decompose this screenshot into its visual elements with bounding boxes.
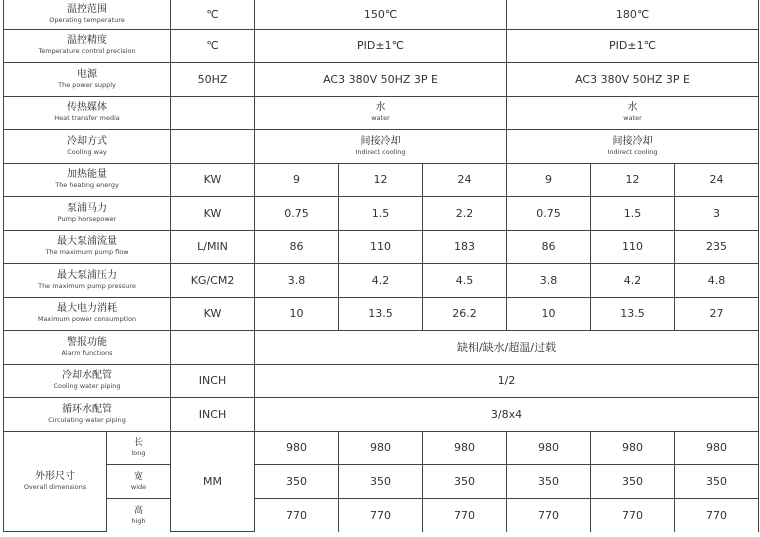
label-cell [4, 297, 171, 331]
label-cell [4, 0, 171, 29]
value-cell: 2.2 [423, 197, 507, 231]
unit-cell: KW [171, 297, 255, 331]
value-cell: 350 [591, 465, 675, 499]
label-en: Overall dimensions [23, 482, 87, 491]
spec-table [3, 0, 759, 532]
value-cell: 27 [675, 297, 759, 331]
value-cn: 间接冷却 [360, 135, 401, 147]
row-temp-precision [4, 29, 759, 63]
sublabel-en: wide [130, 482, 147, 491]
value-en: Indirect cooling [607, 147, 658, 156]
label-en: Pump horsepower [57, 214, 117, 223]
label-en: Heat transfer media [54, 114, 120, 123]
value-cell: 4.8 [675, 264, 759, 298]
sublabel-cell [107, 498, 171, 532]
value-cell: 980 [591, 431, 675, 465]
unit-cell: 50HZ [171, 63, 255, 97]
unit-cell [171, 96, 255, 130]
label-cell [4, 398, 171, 432]
sublabel-cell [107, 431, 171, 465]
value-cell: 3/8x4 [255, 398, 759, 432]
value-cell: 0.75 [507, 197, 591, 231]
label-cell [4, 29, 171, 63]
value-cell: 1.5 [591, 197, 675, 231]
value-cell: 980 [675, 431, 759, 465]
value-cell: 9 [507, 163, 591, 197]
row-power-consumption [4, 297, 759, 331]
value-cell: 980 [339, 431, 423, 465]
value-cell: 183 [423, 230, 507, 264]
label-cn: 最大电力消耗 [57, 303, 117, 315]
value-cn: 水 [375, 102, 386, 114]
label-cn: 警报功能 [67, 336, 107, 348]
value-cell: 980 [255, 431, 339, 465]
value-cell: 4.5 [423, 264, 507, 298]
row-heating-energy [4, 163, 759, 197]
value-cn: 间接冷却 [612, 135, 653, 147]
label-cn: 传热媒体 [67, 102, 107, 114]
value-cell: 9 [255, 163, 339, 197]
label-cn: 泵浦马力 [67, 202, 107, 214]
value-cell: AC3 380V 50HZ 3P E [507, 63, 759, 97]
value-cell: 4.2 [591, 264, 675, 298]
value-cell: 110 [339, 230, 423, 264]
value-en: water [371, 114, 390, 123]
sublabel-cn: 宽 [134, 471, 144, 482]
unit-cell: ℃ [171, 0, 255, 29]
value-cell: 180℃ [507, 0, 759, 29]
label-cn: 电源 [77, 68, 97, 80]
value-cell: AC3 380V 50HZ 3P E [255, 63, 507, 97]
value-cell [255, 130, 507, 164]
unit-cell: KG/CM2 [171, 264, 255, 298]
label-en: Circulating water piping [48, 415, 126, 424]
row-circulating-pipe [4, 398, 759, 432]
label-en: Temperature control precision [38, 47, 136, 56]
value-en: Indirect cooling [355, 147, 406, 156]
row-pump-flow [4, 230, 759, 264]
row-dim-height [4, 498, 759, 532]
label-cell [4, 230, 171, 264]
value-cn: 水 [627, 102, 638, 114]
row-power-supply [4, 63, 759, 97]
value-cell: 24 [423, 163, 507, 197]
label-cell [4, 197, 171, 231]
value-cell: 350 [507, 465, 591, 499]
value-cell: 12 [339, 163, 423, 197]
label-en: The maximum pump flow [45, 248, 129, 257]
label-en: Alarm functions [61, 348, 113, 357]
label-cell [4, 431, 107, 532]
value-cell: 350 [675, 465, 759, 499]
value-cell: 770 [423, 498, 507, 532]
label-cell [4, 163, 171, 197]
value-cell: 1/2 [255, 364, 759, 398]
value-cell: 1.5 [339, 197, 423, 231]
label-en: Cooling way [67, 147, 107, 156]
value-cell: 3.8 [255, 264, 339, 298]
value-cell: 770 [507, 498, 591, 532]
value-cell: 235 [675, 230, 759, 264]
value-cell: 13.5 [339, 297, 423, 331]
value-cell: PID±1℃ [507, 29, 759, 63]
row-cooling-pipe [4, 364, 759, 398]
label-cell [4, 364, 171, 398]
label-cell [4, 264, 171, 298]
sublabel-cn: 高 [134, 505, 144, 516]
value-cell: 86 [255, 230, 339, 264]
label-cn: 最大泵浦压力 [57, 269, 117, 281]
value-cell: 12 [591, 163, 675, 197]
value-cell: 350 [423, 465, 507, 499]
sublabel-cell [107, 465, 171, 499]
label-cn: 外形尺寸 [35, 470, 75, 482]
unit-cell: MM [171, 431, 255, 532]
value-cell [507, 130, 759, 164]
value-cell: 350 [255, 465, 339, 499]
value-cell: 10 [255, 297, 339, 331]
row-alarm [4, 331, 759, 365]
value-cell [255, 96, 507, 130]
sublabel-cn: 长 [134, 438, 144, 449]
unit-cell [171, 331, 255, 365]
unit-cell: KW [171, 197, 255, 231]
row-cooling-way [4, 130, 759, 164]
label-cn: 加热能量 [67, 169, 107, 181]
label-en: Maximum power consumption [37, 315, 137, 324]
value-cell: 980 [507, 431, 591, 465]
sublabel-en: high [131, 516, 146, 525]
label-cn: 最大泵浦流量 [57, 236, 117, 248]
unit-cell: ℃ [171, 29, 255, 63]
value-cell: 350 [339, 465, 423, 499]
row-pump-horsepower [4, 197, 759, 231]
value-cell: 0.75 [255, 197, 339, 231]
label-cn: 循环水配管 [62, 403, 112, 415]
label-cell [4, 63, 171, 97]
value-cell: 770 [675, 498, 759, 532]
value-cell: 770 [255, 498, 339, 532]
label-en: Cooling water piping [53, 382, 121, 391]
value-cell: 150℃ [255, 0, 507, 29]
label-cn: 冷却水配管 [62, 370, 112, 382]
label-en: Operating temperature [49, 15, 125, 24]
value-cell: 缺相/缺水/超温/过载 [255, 331, 759, 365]
unit-cell [171, 130, 255, 164]
value-cell: 13.5 [591, 297, 675, 331]
value-cell: 980 [423, 431, 507, 465]
row-dim-width [4, 465, 759, 499]
row-dim-length [4, 431, 759, 465]
label-cell [4, 331, 171, 365]
value-cell: 3.8 [507, 264, 591, 298]
label-cell [4, 130, 171, 164]
value-cell: 3 [675, 197, 759, 231]
value-cell: 770 [591, 498, 675, 532]
label-cell [4, 96, 171, 130]
value-cell: 86 [507, 230, 591, 264]
label-cn: 温控范围 [67, 3, 107, 15]
label-cn: 温控精度 [67, 35, 107, 47]
value-cell: 26.2 [423, 297, 507, 331]
value-cell: 24 [675, 163, 759, 197]
value-en: water [623, 114, 642, 123]
label-en: The power supply [58, 80, 116, 89]
sublabel-en: long [131, 449, 146, 458]
label-en: The heating energy [55, 181, 119, 190]
value-cell: 4.2 [339, 264, 423, 298]
value-cell: 770 [339, 498, 423, 532]
unit-cell: KW [171, 163, 255, 197]
value-cell: PID±1℃ [255, 29, 507, 63]
value-cell: 10 [507, 297, 591, 331]
label-cn: 冷却方式 [67, 135, 107, 147]
row-pump-pressure [4, 264, 759, 298]
value-cell [507, 96, 759, 130]
unit-cell: INCH [171, 398, 255, 432]
row-temp-range [4, 0, 759, 29]
unit-cell: INCH [171, 364, 255, 398]
label-en: The maximum pump pressure [38, 281, 136, 290]
row-heat-media [4, 96, 759, 130]
value-cell: 110 [591, 230, 675, 264]
unit-cell: L/MIN [171, 230, 255, 264]
